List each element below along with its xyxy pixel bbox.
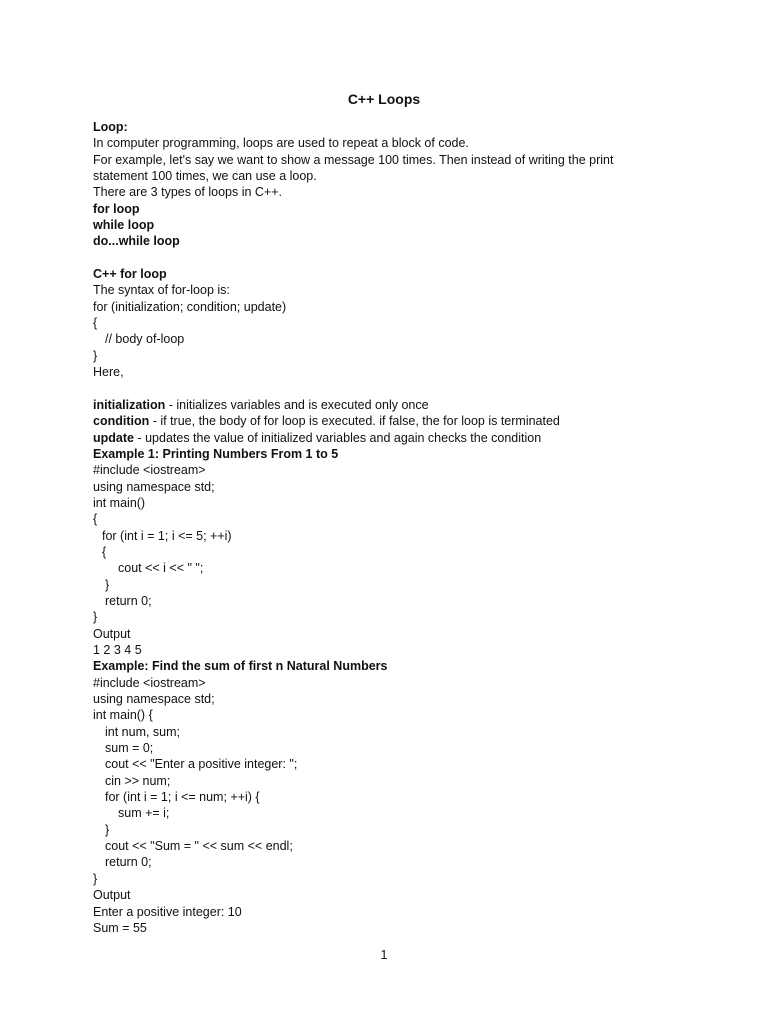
code-line: return 0;	[105, 593, 152, 608]
intro-line: For example, let's say we want to show a message 100 times. Then instead of writing the print	[93, 152, 614, 167]
code-line: {	[102, 544, 107, 559]
syntax-intro: The syntax of for-loop is:	[93, 283, 230, 298]
document-body	[93, 119, 693, 936]
intro-line: statement 100 times, we can use a loop.	[93, 169, 317, 184]
code-line: cin >> num;	[105, 773, 171, 788]
code-line: using namespace std;	[93, 692, 215, 707]
code-line: int main()	[93, 495, 146, 510]
code-line: #include <iostream>	[93, 463, 206, 478]
page-title: C++ Loops	[347, 91, 421, 107]
loop-heading: Loop:	[93, 120, 128, 134]
output-label: Output	[93, 888, 131, 903]
term-name: initialization	[93, 397, 166, 412]
term-definition	[93, 397, 693, 413]
syntax-line: for (initialization; condition; update)	[93, 299, 287, 314]
code-line: #include <iostream>	[93, 675, 206, 690]
code-line: cout << i << " ";	[118, 561, 204, 576]
code-line: sum += i;	[118, 806, 170, 821]
code-line: for (int i = 1; i <= 5; ++i)	[102, 528, 232, 543]
here-text: Here,	[93, 365, 124, 380]
blank-line	[93, 381, 693, 397]
term-description: - updates the value of initialized variables and again checks the condition	[133, 430, 542, 445]
term-name: condition	[93, 414, 150, 429]
code-line: }	[105, 577, 110, 592]
page-number: 1	[380, 948, 388, 962]
intro-line: In computer programming, loops are used to repeat a block of code.	[93, 136, 469, 151]
syntax-line: // body of-loop	[105, 332, 185, 347]
code-line: return 0;	[105, 855, 152, 870]
loop-type-item: for loop	[93, 201, 140, 216]
output-label: Output	[93, 626, 131, 641]
code-line: }	[105, 822, 110, 837]
term-description: - if true, the body of for loop is executed. if false, the for loop is terminated	[149, 414, 560, 429]
code-line: cout << "Enter a positive integer: ";	[105, 757, 298, 772]
output-line: Sum = 55	[93, 920, 147, 935]
blank-line	[93, 250, 693, 266]
code-line: }	[93, 610, 98, 625]
code-line: cout << "Sum = " << sum << endl;	[105, 839, 293, 854]
code-line: {	[93, 512, 98, 527]
code-line: }	[93, 871, 98, 886]
intro-line: There are 3 types of loops in C++.	[93, 185, 282, 200]
code-line: for (int i = 1; i <= num; ++i) {	[105, 790, 260, 805]
term-definition	[93, 413, 693, 429]
example-heading: Example 1: Printing Numbers From 1 to 5	[93, 446, 339, 461]
loop-type-item: while loop	[93, 218, 155, 233]
term-definition	[93, 430, 693, 446]
code-line: int num, sum;	[105, 724, 181, 739]
loop-type-item: do...while loop	[93, 234, 180, 249]
term-name: update	[93, 430, 134, 445]
code-line: sum = 0;	[105, 741, 154, 756]
term-description: - initializes variables and is executed only once	[165, 397, 429, 412]
example-heading: Example: Find the sum of first n Natural Numbers	[93, 659, 388, 674]
for-loop-heading: C++ for loop	[93, 267, 167, 282]
output-line: 1 2 3 4 5	[93, 643, 142, 657]
code-line: int main() {	[93, 708, 153, 723]
syntax-line: {	[93, 316, 98, 331]
output-line: Enter a positive integer: 10	[93, 904, 242, 919]
syntax-line: }	[93, 348, 98, 363]
code-line: using namespace std;	[93, 479, 215, 494]
